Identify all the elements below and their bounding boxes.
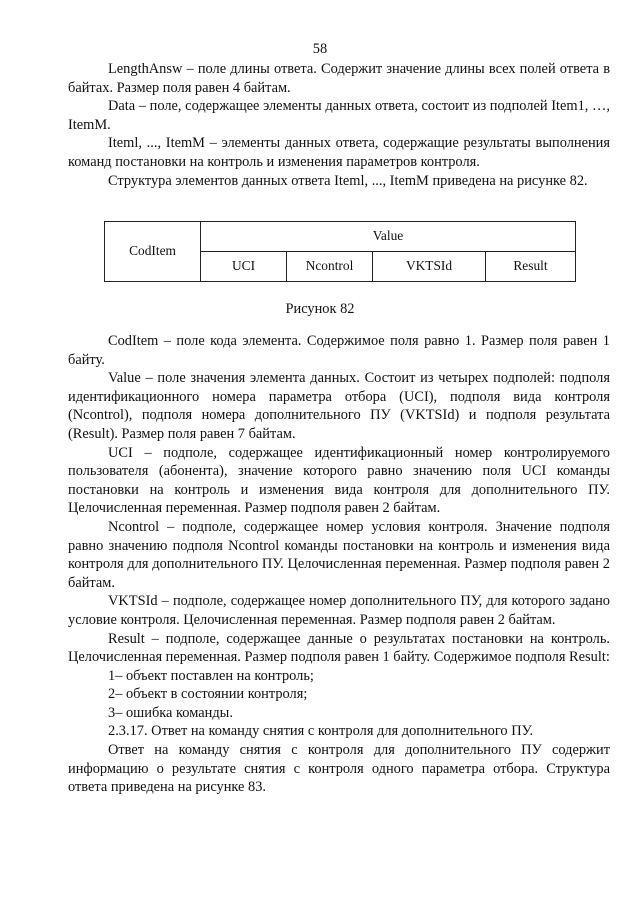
page-number: 58 [312,41,328,57]
paragraph: CodItem – поле кода элемента. Содержимое поля равно 1. Размер поля равен 1 байту. [68,333,610,368]
paragraph: LengthAnsw – поле длины ответа. Содержит значение длины всех полей ответа в байтах. Размер поля равен 4 байтам. [68,61,610,96]
paragraph: Iteml, ..., ItemM – элементы данных ответа, содержащие результаты выполнения команд постановки на контроль и изменения параметров контроля. [68,135,610,170]
body-text [68,332,610,797]
table-cell-result: Result [486,252,576,282]
paragraph: Value – поле значения элемента данных. Состоит из четырех подполей: подполя идентификационного номера параметра отбора (UCI), подполя вида контроля (Ncontrol), подполя номера дополнительного ПУ (VKTSId) и подполя результата (Result). Размер поля равен 7 байтам. [68,370,610,442]
table-cell-vktsid: VKTSId [373,252,486,282]
table-cell-value-group: Value [201,222,576,252]
list-item: 2– объект в состоянии контроля; [108,686,308,703]
structure-table [104,221,576,282]
intro-text [68,60,610,190]
list-item: 3– ошибка команды. [108,704,233,721]
paragraph: Ncontrol – подполе, содержащее номер условия контроля. Значение подполя равно значению подполя Ncontrol команды постановки на контроль и изменения вида контроля для дополнительного ПУ. Целочисленная переменная. Размер подполя равен 2 байтам. [68,518,610,591]
paragraph: UCI – подполе, содержащее идентификационный номер контролируемого пользователя (абонента), значение которого равно значению поля UCI команды постановки на контроль и изменения вида контроля для дополнительного ПУ. Целочисленная переменная. Размер подполя равен 2 байтам. [68,444,610,517]
table-cell-coditem: CodItem [105,222,201,282]
section-heading: 2.3.17. Ответ на команду снятия с контроля для дополнительного ПУ. [108,723,534,740]
paragraph: VKTSId – подполе, содержащее номер дополнительного ПУ, для которого задано условие контроля. Целочисленная переменная. Размер подполя равен 2 байтам. [68,593,610,628]
paragraph: Ответ на команду снятия с контроля для дополнительного ПУ содержит информацию о результате снятия с контроля одного параметра отбора. Структура ответа приведена на рисунке 83. [68,742,610,796]
table-cell-ncontrol: Ncontrol [287,252,373,282]
paragraph: Структура элементов данных ответа Iteml, ..., ItemM приведена на рисунке 82. [108,172,588,189]
table-cell-uci: UCI [201,252,287,282]
paragraph: Data – поле, содержащее элементы данных ответа, состоит из подполей Item1, …, ItemM. [68,98,610,133]
figure-caption: Рисунок 82 [285,301,355,317]
list-item: 1– объект поставлен на контроль; [108,667,314,684]
paragraph: Result – подполе, содержащее данные о результатах постановки на контроль. Целочисленная переменная. Размер подполя равен 1 байту. Содержимое подполя Result: [68,630,610,666]
